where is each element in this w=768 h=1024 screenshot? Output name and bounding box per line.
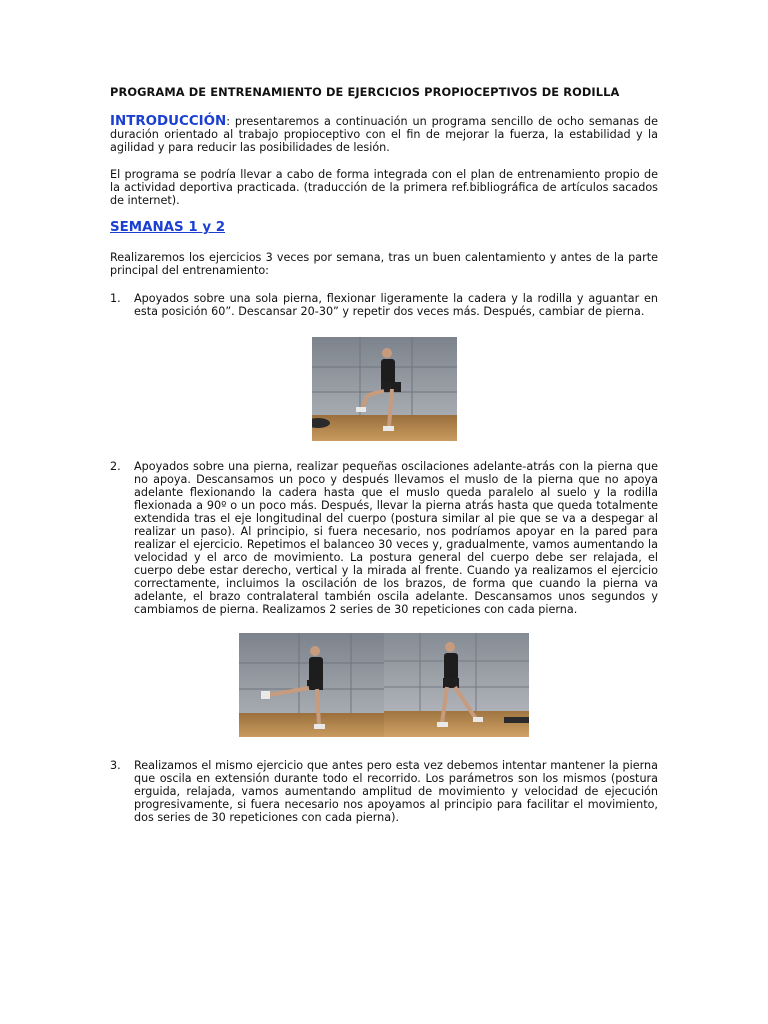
exercise-text: Apoyados sobre una pierna, realizar pequeñas oscilaciones adelante-atrás con la pierna que no apoya. Descansamos un poco y después llevamos el muslo de la pierna que no apoya adelante flexionando la cadera hasta que el muslo queda paralelo al suelo y la rodilla flexionada a 90º o un poco más. Después, llevar la pierna atrás hasta que queda totalmente extendida tras el eje longitudinal del cuerpo (postura similar al pie que se va a despegar al realizar un paso). Al principio, si fuera necesario, nos podríamos apoyar en la pared para realizar el ejercicio. Repetimos el balanceo 30 veces y, gradualmente, vamos aumentando la velocidad y el arco de movimiento. La postura general del cuerpo debe ser relajada, el cuerpo debe estar derecho, vertical y la mirada al frente. Cuando ya realizamos el ejercicio correctamente, incluimos la oscilación de los brazos, de forma que cuando la pierna va adelante, el brazo contralateral también oscila adelante. Descansamos unos segundos y cambiamos de pierna. Realizamos 2 series de 30 repeticiones con cada pierna. <box>134 460 658 616</box>
exercise-item-2 <box>88 460 658 616</box>
exercise-list-3 <box>110 759 658 824</box>
exercise-2-photo-right <box>384 633 529 737</box>
exercise-1-figure <box>110 318 658 460</box>
exercise-list <box>110 292 658 318</box>
exercise-number: 3. <box>110 759 121 772</box>
exercise-number: 1. <box>110 292 121 305</box>
section-intro-paragraph: Realizaremos los ejercicios 3 veces por semana, tras un buen calentamiento y antes de la parte principal del entrenamiento: <box>110 251 658 277</box>
exercise-2-figure <box>110 616 658 759</box>
section-heading-weeks-1-2[interactable]: SEMANAS 1 y 2 <box>110 220 226 235</box>
intro-text: : presentaremos a continuación un programa sencillo de ocho semanas de duración orientado al trabajo propioceptivo con el fin de mejorar la fuerza, la estabilidad y la agilidad y para reducir las posibilidades de lesión. <box>110 115 658 154</box>
intro-label: INTRODUCCIÓN <box>110 114 227 129</box>
exercise-text: Realizamos el mismo ejercicio que antes pero esta vez debemos intentar mantener la pierna que oscila en extensión durante todo el recorrido. Los parámetros son los mismos (postura erguida, relajada, vamos aumentando amplitud de movimiento y velocidad de ejecución progresivamente, si fuera necesario nos apoyamos al principio para facilitar el movimiento, dos series de 30 repeticiones con cada pierna). <box>134 759 658 824</box>
exercise-1-photo <box>312 337 457 441</box>
exercise-number: 2. <box>110 460 121 473</box>
exercise-item-1 <box>88 292 658 318</box>
plan-paragraph: El programa se podría llevar a cabo de forma integrada con el plan de entrenamiento propio de la actividad deportiva practicada. (traducción de la primera ref.bibliográfica de artículos sacados de internet). <box>110 168 658 207</box>
exercise-item-3 <box>88 759 658 824</box>
exercise-text: Apoyados sobre una sola pierna, flexionar ligeramente la cadera y la rodilla y aguantar en esta posición 60”. Descansar 20-30” y repetir dos veces más. Después, cambiar de pierna. <box>134 292 658 318</box>
intro-paragraph <box>110 115 658 154</box>
document-page <box>110 86 658 824</box>
exercise-list-2 <box>110 460 658 616</box>
document-title: PROGRAMA DE ENTRENAMIENTO DE EJERCICIOS PROPIOCEPTIVOS DE RODILLA <box>110 85 620 99</box>
exercise-2-photo-left <box>239 633 384 737</box>
